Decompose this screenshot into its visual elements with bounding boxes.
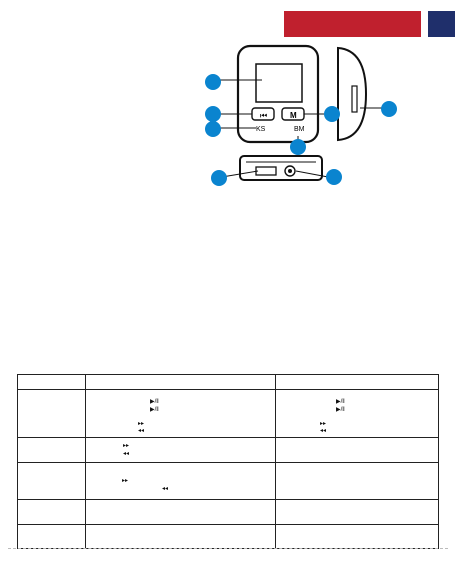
forward-icon: ▸▸ bbox=[123, 443, 130, 449]
forward-icon: ▸▸ bbox=[320, 421, 327, 427]
function-table bbox=[17, 374, 439, 549]
table-cell bbox=[86, 500, 276, 525]
callout-usb-port bbox=[211, 170, 227, 186]
play-pause-icon: ▶/‖ bbox=[336, 407, 345, 413]
table-cell bbox=[276, 500, 439, 525]
back-icon: ◂◂ bbox=[162, 486, 169, 492]
back-icon: ◂◂ bbox=[138, 428, 145, 434]
table-cell bbox=[18, 390, 86, 438]
table-row bbox=[18, 390, 439, 438]
device-bottom-body bbox=[240, 156, 322, 180]
menu-button-label: M bbox=[290, 111, 297, 120]
table-header-cell bbox=[18, 375, 86, 390]
table-cell bbox=[18, 438, 86, 463]
lock-label: KS bbox=[256, 126, 266, 133]
power-label: BM bbox=[294, 126, 305, 133]
callout-headphone-jack bbox=[326, 169, 342, 185]
page-divider bbox=[8, 548, 448, 549]
table-row bbox=[18, 463, 439, 500]
device-screen bbox=[256, 64, 302, 102]
callout-screen bbox=[205, 74, 221, 90]
table-row bbox=[18, 438, 439, 463]
play-pause-icon: ▶/‖ bbox=[150, 407, 159, 413]
back-icon: ◂◂ bbox=[320, 428, 327, 434]
header-red-bar bbox=[284, 11, 421, 37]
table-row bbox=[18, 525, 439, 549]
table-cell bbox=[276, 525, 439, 549]
table-cell bbox=[86, 525, 276, 549]
table-cell bbox=[18, 463, 86, 500]
table-cell bbox=[276, 463, 439, 500]
table-cell bbox=[276, 390, 439, 438]
table-row bbox=[18, 500, 439, 525]
back-icon: ◂◂ bbox=[123, 451, 130, 457]
prev-button-label: ⏮ bbox=[260, 111, 268, 120]
callout-power bbox=[290, 139, 306, 155]
table-header-cell bbox=[86, 375, 276, 390]
table-cell bbox=[86, 390, 276, 438]
device-diagram bbox=[190, 40, 410, 200]
table-cell bbox=[18, 525, 86, 549]
table-cell bbox=[86, 438, 276, 463]
play-pause-icon: ▶/‖ bbox=[336, 399, 345, 405]
play-pause-icon: ▶/‖ bbox=[150, 399, 159, 405]
forward-icon: ▸▸ bbox=[138, 421, 145, 427]
callout-side-slot bbox=[381, 101, 397, 117]
table-cell bbox=[18, 500, 86, 525]
table-cell bbox=[86, 463, 276, 500]
callout-prev-button bbox=[205, 106, 221, 122]
table-header-row bbox=[18, 375, 439, 390]
forward-icon: ▸▸ bbox=[122, 478, 129, 484]
header-blue-tab bbox=[428, 11, 455, 37]
callout-lock bbox=[205, 121, 221, 137]
table-cell bbox=[276, 438, 439, 463]
usb-port-bottom bbox=[256, 167, 276, 175]
callout-menu-button bbox=[324, 106, 340, 122]
usb-slot-side bbox=[352, 86, 357, 112]
table-header-cell bbox=[276, 375, 439, 390]
